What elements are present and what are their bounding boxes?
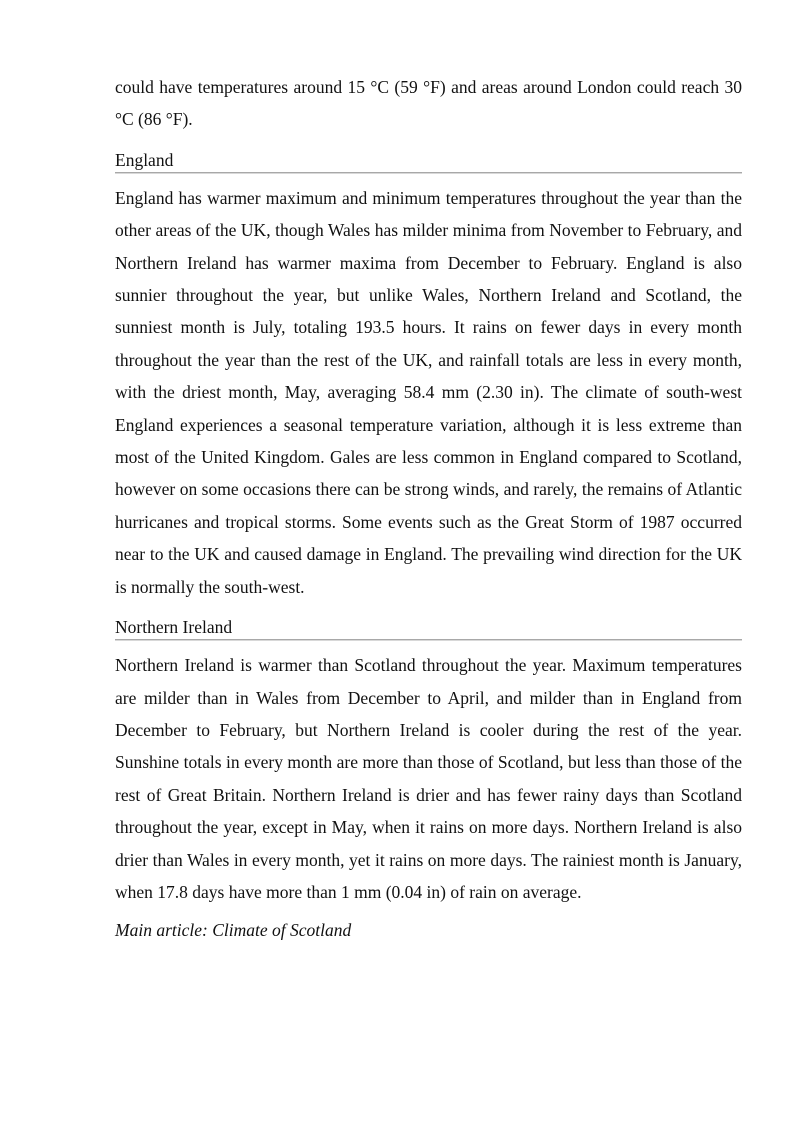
main-article-link[interactable]: Main article: Climate of Scotland: [115, 920, 352, 941]
document-page: [115, 71, 742, 942]
england-paragraph: England has warmer maximum and minimum temperatures throughout the year than the other areas of the UK, though Wales has milder minima from November to February, and Northern Ireland has warmer maxima from December to February. England is also sunnier throughout the year, but unlike Wales, Northern Ireland and Scotland, the sunniest month is July, totaling 193.5 hours. It rains on fewer days in every month throughout the year than the rest of the UK, and rainfall totals are less in every month, with the driest month, May, averaging 58.4 mm (2.30 in). The climate of south-west England experiences a seasonal temperature variation, although it is less extreme than most of the United Kingdom. Gales are less common in England compared to Scotland, however on some occasions there can be strong winds, and rarely, the remains of Atlantic hurricanes and tropical storms. Some events such as the Great Storm of 1987 occurred near to the UK and caused damage in England. The prevailing wind direction for the UK is normally the south-west.: [115, 187, 742, 597]
intro-paragraph: could have temperatures around 15 °C (59 °F) and areas around London could reach 30 °C (86 °F).: [115, 77, 742, 130]
section-heading-northern-ireland: Northern Ireland: [115, 615, 742, 640]
northern-ireland-paragraph: Northern Ireland is warmer than Scotland throughout the year. Maximum temperatures are milder than in Wales from December to April, and milder than in England from December to February, but Northern Ireland is cooler during the rest of the year. Sunshine totals in every month are more than those of Scotland, but less than those of the rest of Great Britain. Northern Ireland is drier and has fewer rainy days than Scotland throughout the year, except in May, when it rains on more days. Northern Ireland is also drier than Wales in every month, yet it rains on more days. The rainiest month is January, when 17.8 days have more than 1 mm (0.04 in) of rain on average.: [115, 655, 742, 902]
section-heading-england: England: [115, 148, 742, 173]
